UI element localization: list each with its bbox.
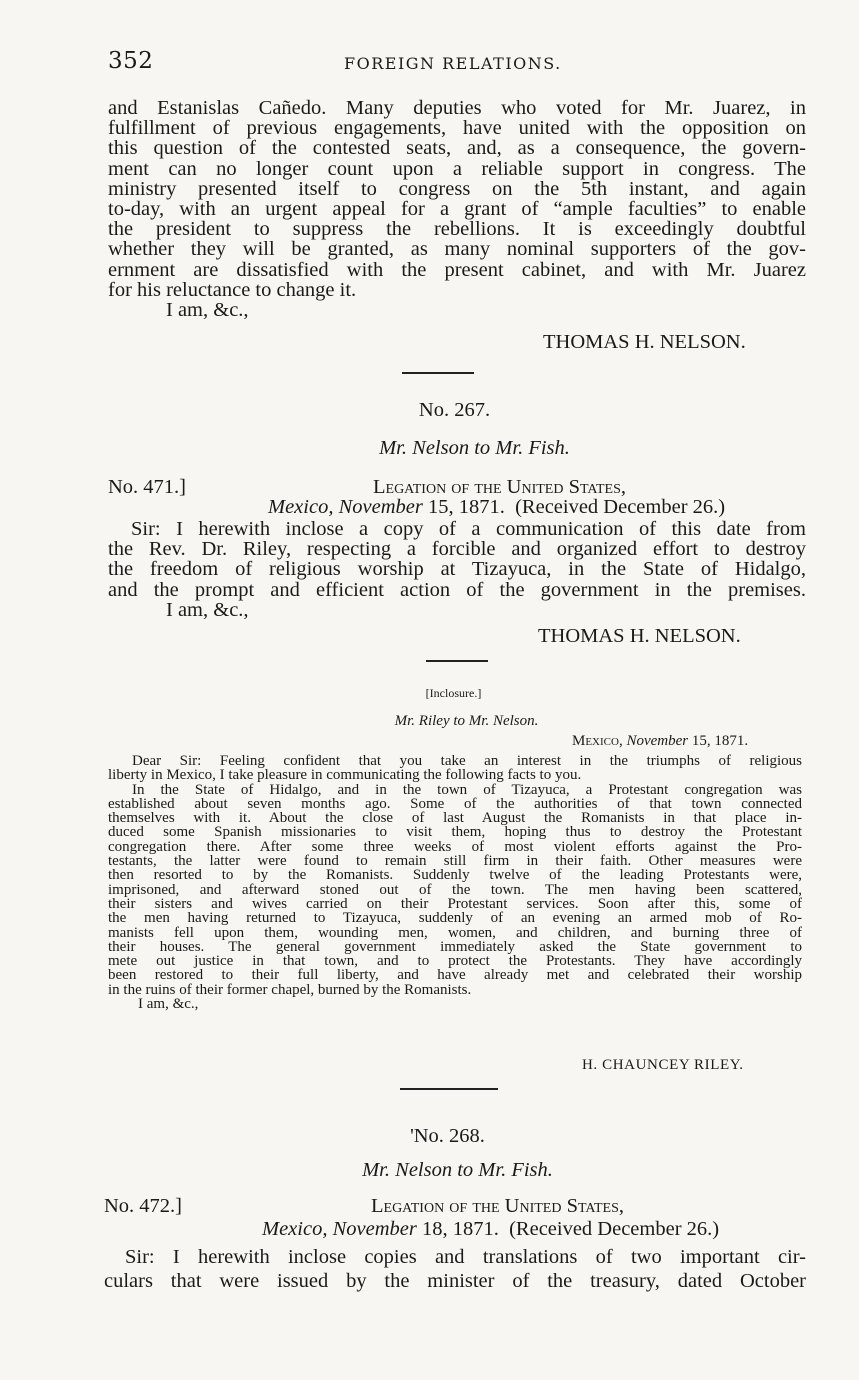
text-line: In the State of Hidalgo, and in the town of Tizayuca, a Protestant congregation was: [132, 781, 802, 798]
text-line: Dear Sir: Feeling confident that you take an interest in the triumphs of religious: [132, 753, 802, 769]
page-number: 352: [108, 48, 154, 74]
document-number: No. 267.: [418, 399, 491, 421]
inclosure-body: [108, 754, 802, 1011]
text-line: culars that were issued by the minister of the treasury, dated October: [104, 1269, 806, 1292]
text-line: then resorted to by the Romanists. Suddenly twelve of the leading Protestants were,: [108, 867, 802, 884]
text-line: in the ruins of their former chapel, burned by the Romanists.: [108, 981, 472, 998]
section-rule: [402, 372, 474, 374]
text-line: the freedom of religious worship at Tizayuca, in the State of Hidalgo,: [108, 558, 806, 581]
text-line: liberty in Mexico, I take pleasure in communicating the following facts to you.: [108, 767, 582, 784]
document-number: 'No. 268.: [410, 1125, 485, 1147]
text-line: been restored to their full liberty, and have already met and celebrated their worship: [108, 967, 802, 984]
closing: I am, &c.,: [138, 996, 199, 1013]
text-line: the president to suppress the rebellions. It is exceedingly doubtful: [108, 218, 806, 241]
text-line: and the prompt and efficient action of the government in the premises.: [108, 578, 806, 601]
dispatch-body: [108, 519, 806, 620]
text-line: imprisoned, and afterward stoned out of the town. The men having been scattered,: [108, 881, 802, 898]
dateline: Mexico, November 15, 1871. (Received December 26.): [268, 496, 726, 518]
inclosure-title: Mr. Riley to Mr. Nelson.: [394, 713, 539, 729]
closing: I am, &c.,: [166, 299, 249, 322]
closing: I am, &c.,: [166, 598, 249, 621]
dateline: Mexico, November 18, 1871. (Received December 26.): [262, 1218, 720, 1240]
text-line: ministry presented itself to congress on the 5th instant, and again: [108, 177, 806, 200]
legation-heading: Legation of the United States,: [371, 1195, 624, 1217]
signature: H. CHAUNCEY RILEY.: [582, 1057, 744, 1073]
section-rule: [400, 1088, 498, 1090]
text-line: their houses. The general government immediately asked the State government to: [108, 938, 802, 955]
text-line: the men having returned to Tizayuca, suddenly of an evening an armed mob of Ro-: [108, 910, 802, 927]
text-line: Sir: I herewith inclose copies and translations of two important cir-: [125, 1246, 806, 1268]
text-line: themselves with it. About the close of last August the Romanists in that place in-: [108, 810, 802, 827]
dispatch-body: [104, 1246, 806, 1293]
text-line: their sisters and wives carried on their Protestant services. Soon after this, some of: [108, 895, 802, 912]
text-line: duced some Spanish missionaries to visit them, hoping thus to destroy the Protestant: [108, 824, 802, 841]
text-line: the Rev. Dr. Riley, respecting a forcible and organized effort to destroy: [108, 538, 806, 561]
inclosure-label: [Inclosure.]: [425, 686, 482, 700]
continuation-text: [108, 98, 806, 320]
legation-heading: Legation of the United States,: [373, 476, 626, 498]
section-rule: [426, 660, 488, 662]
text-line: ment can no longer count upon a reliable support in congress. The: [108, 157, 806, 180]
text-line: mete out justice in that town, and to protect the Protestants. They have accordingly: [108, 953, 802, 970]
text-line: fulfillment of previous engagements, have united with the opposition on: [108, 117, 806, 140]
text-line: established about seven months ago. Some of the authorities of that town connected: [108, 795, 802, 812]
text-line: congregation there. After some three weeks of most violent efforts against the Pro-: [108, 838, 802, 855]
text-line: this question of the contested seats, and, as a consequence, the govern-: [108, 137, 806, 160]
text-line: manists fell upon them, wounding men, women, and children, and burning three of: [108, 924, 802, 941]
text-line: for his reluctance to change it.: [108, 278, 357, 301]
text-line: ernment are dissatisfied with the present cabinet, and with Mr. Juarez: [108, 258, 806, 281]
dispatch-number: No. 471.]: [108, 476, 187, 498]
page-header: [108, 48, 808, 78]
dispatch-number: No. 472.]: [104, 1195, 183, 1217]
running-title: FOREIGN RELATIONS.: [344, 54, 562, 73]
document-title: Mr. Nelson to Mr. Fish.: [362, 1159, 553, 1181]
inclosure-dateline: Mexico, November 15, 1871.: [572, 733, 749, 749]
document-title: Mr. Nelson to Mr. Fish.: [379, 437, 570, 459]
text-line: to-day, with an urgent appeal for a grant of “ample faculties” to enable: [108, 198, 806, 221]
text-line: testants, the latter were found to remain still firm in their faith. Other measures were: [108, 853, 802, 870]
signature: THOMAS H. NELSON.: [543, 331, 746, 353]
text-line: Sir: I herewith inclose a copy of a communication of this date from: [131, 518, 806, 540]
text-line: whether they will be granted, as many nominal supporters of the gov-: [108, 238, 806, 261]
signature: THOMAS H. NELSON.: [538, 625, 741, 647]
text-line: and Estanislas Cañedo. Many deputies who voted for Mr. Juarez, in: [108, 97, 806, 119]
